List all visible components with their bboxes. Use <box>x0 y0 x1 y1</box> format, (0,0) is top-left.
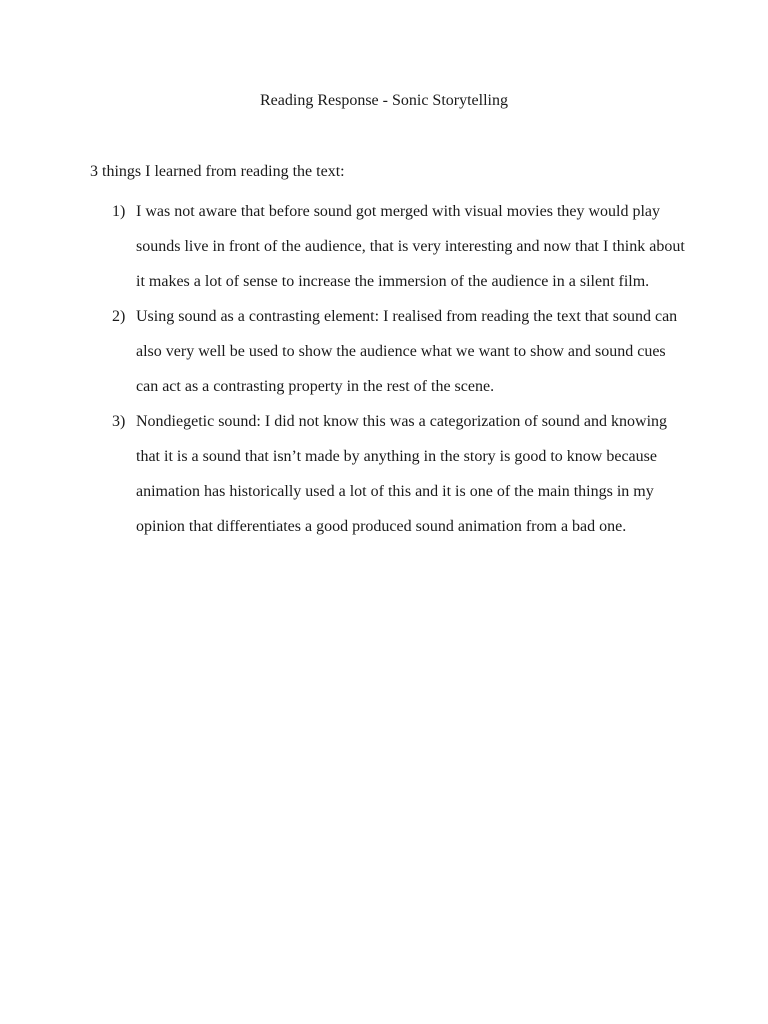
intro-text: 3 things I learned from reading the text: <box>90 163 345 180</box>
list-item-marker: 1) <box>112 203 126 220</box>
list-item <box>90 299 690 404</box>
list-item-text: I was not aware that before sound got merged with visual movies they would play sounds live in front of the audience, that is very interesting and now that I think about it makes a lot of sense to increase the immersion of the audience in a silent film. <box>136 203 685 290</box>
list-item-text: Using sound as a contrasting element: I realised from reading the text that sound can also very well be used to show the audience what we want to show and sound cues can act as a contrasting property in the rest of the scene. <box>136 308 678 395</box>
list-item-text: Nondiegetic sound: I did not know this was a categorization of sound and knowing that it is a sound that isn’t made by anything in the story is good to know because animation has historically used a lot of this and it is one of the main things in my opinion that differentiates a good produced sound animation from a bad one. <box>136 413 668 535</box>
list-item-marker: 3) <box>112 413 126 430</box>
list-item <box>90 194 690 299</box>
list-item <box>90 404 690 544</box>
learned-items-list <box>90 194 690 544</box>
document-title: Reading Response - Sonic Storytelling <box>260 92 508 109</box>
list-item-marker: 2) <box>112 308 126 325</box>
